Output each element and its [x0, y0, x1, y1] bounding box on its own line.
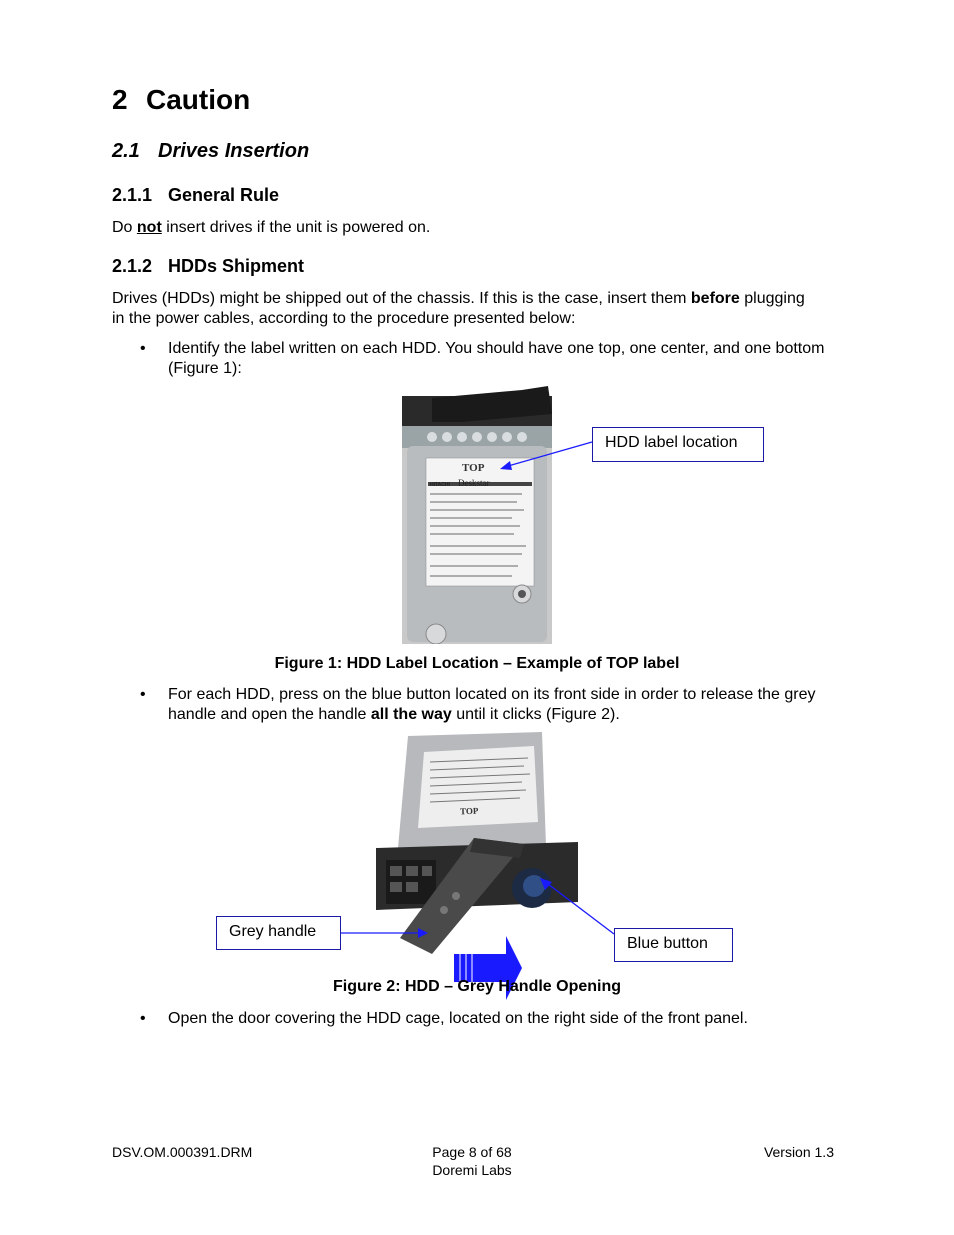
- rule-text-bold: not: [136, 219, 162, 236]
- bullet-dot: •: [140, 340, 146, 357]
- hdds-shipment-paragraph: [112, 289, 812, 329]
- shipment-para-pre: Drives (HDDs) might be shipped out of the chassis. If this is the case, insert them: [112, 290, 691, 307]
- subsection-number: 2.1: [112, 140, 140, 162]
- figure2-label-text: TOP: [459, 805, 479, 817]
- section-heading: [112, 84, 250, 116]
- figure1-label-text: TOP: [462, 462, 485, 474]
- figure1-caption: Figure 1: HDD Label Location – Example of TOP label: [274, 655, 680, 672]
- hdds-shipment-number: 2.1.2: [112, 256, 153, 276]
- bullet-text: Open the door covering the HDD cage, located on the right side of the front panel.: [168, 1010, 748, 1027]
- hdds-shipment-heading: [112, 256, 304, 277]
- figure1-hdd-image: [402, 386, 552, 644]
- bullet2-text-pre: For each HDD, press on the blue button located on its front side in order to release the grey handle and open the handle: [168, 686, 816, 723]
- shipment-para-post: plugging in the power cables, according to the procedure presented below:: [112, 290, 805, 327]
- bullet-dot: •: [140, 1010, 146, 1027]
- footer-doc-id: DSV.OM.000391.DRM: [112, 1144, 253, 1160]
- rule-text-post: insert drives if the unit is powered on.: [161, 219, 431, 236]
- section-title: Caution: [146, 84, 251, 115]
- general-rule-title: General Rule: [168, 185, 280, 205]
- bullet-text: Identify the label written on each HDD. You should have one top, one center, and one bottom (Figure 1):: [168, 340, 825, 377]
- figure2-caption: Figure 2: HDD – Grey Handle Opening: [332, 978, 622, 995]
- bullet2-text-post: until it clicks (Figure 2).: [451, 706, 620, 723]
- figure2-callout-arrow-left: [340, 926, 430, 940]
- general-rule-text: [112, 218, 430, 238]
- subsection-heading: [112, 140, 309, 163]
- figure1-callout-arrow: [496, 438, 596, 474]
- figure2-callout-arrow-right: [536, 876, 618, 938]
- footer-company: Doremi Labs: [432, 1162, 512, 1178]
- bullet-text: [168, 685, 848, 725]
- section-number: 2: [112, 84, 128, 115]
- shipment-para-bold: before: [690, 290, 740, 307]
- footer-version: Version 1.3: [763, 1144, 834, 1160]
- callout-hdd-label-location: HDD label location: [592, 427, 764, 462]
- bullet2-text-bold: all the way: [370, 706, 452, 723]
- bullet-dot: •: [140, 686, 146, 703]
- figure1-brand-text: HITACHI: [430, 482, 450, 488]
- figure1-model-text: Deskstar: [458, 478, 490, 488]
- hdds-shipment-title: HDDs Shipment: [168, 256, 305, 276]
- rule-text-pre: Do: [112, 219, 137, 236]
- general-rule-heading: [112, 185, 279, 206]
- general-rule-number: 2.1.1: [112, 185, 153, 205]
- footer-page-number: Page 8 of 68: [432, 1144, 512, 1160]
- callout-grey-handle: Grey handle: [216, 916, 341, 950]
- subsection-title: Drives Insertion: [158, 140, 310, 162]
- callout-blue-button: Blue button: [614, 928, 733, 962]
